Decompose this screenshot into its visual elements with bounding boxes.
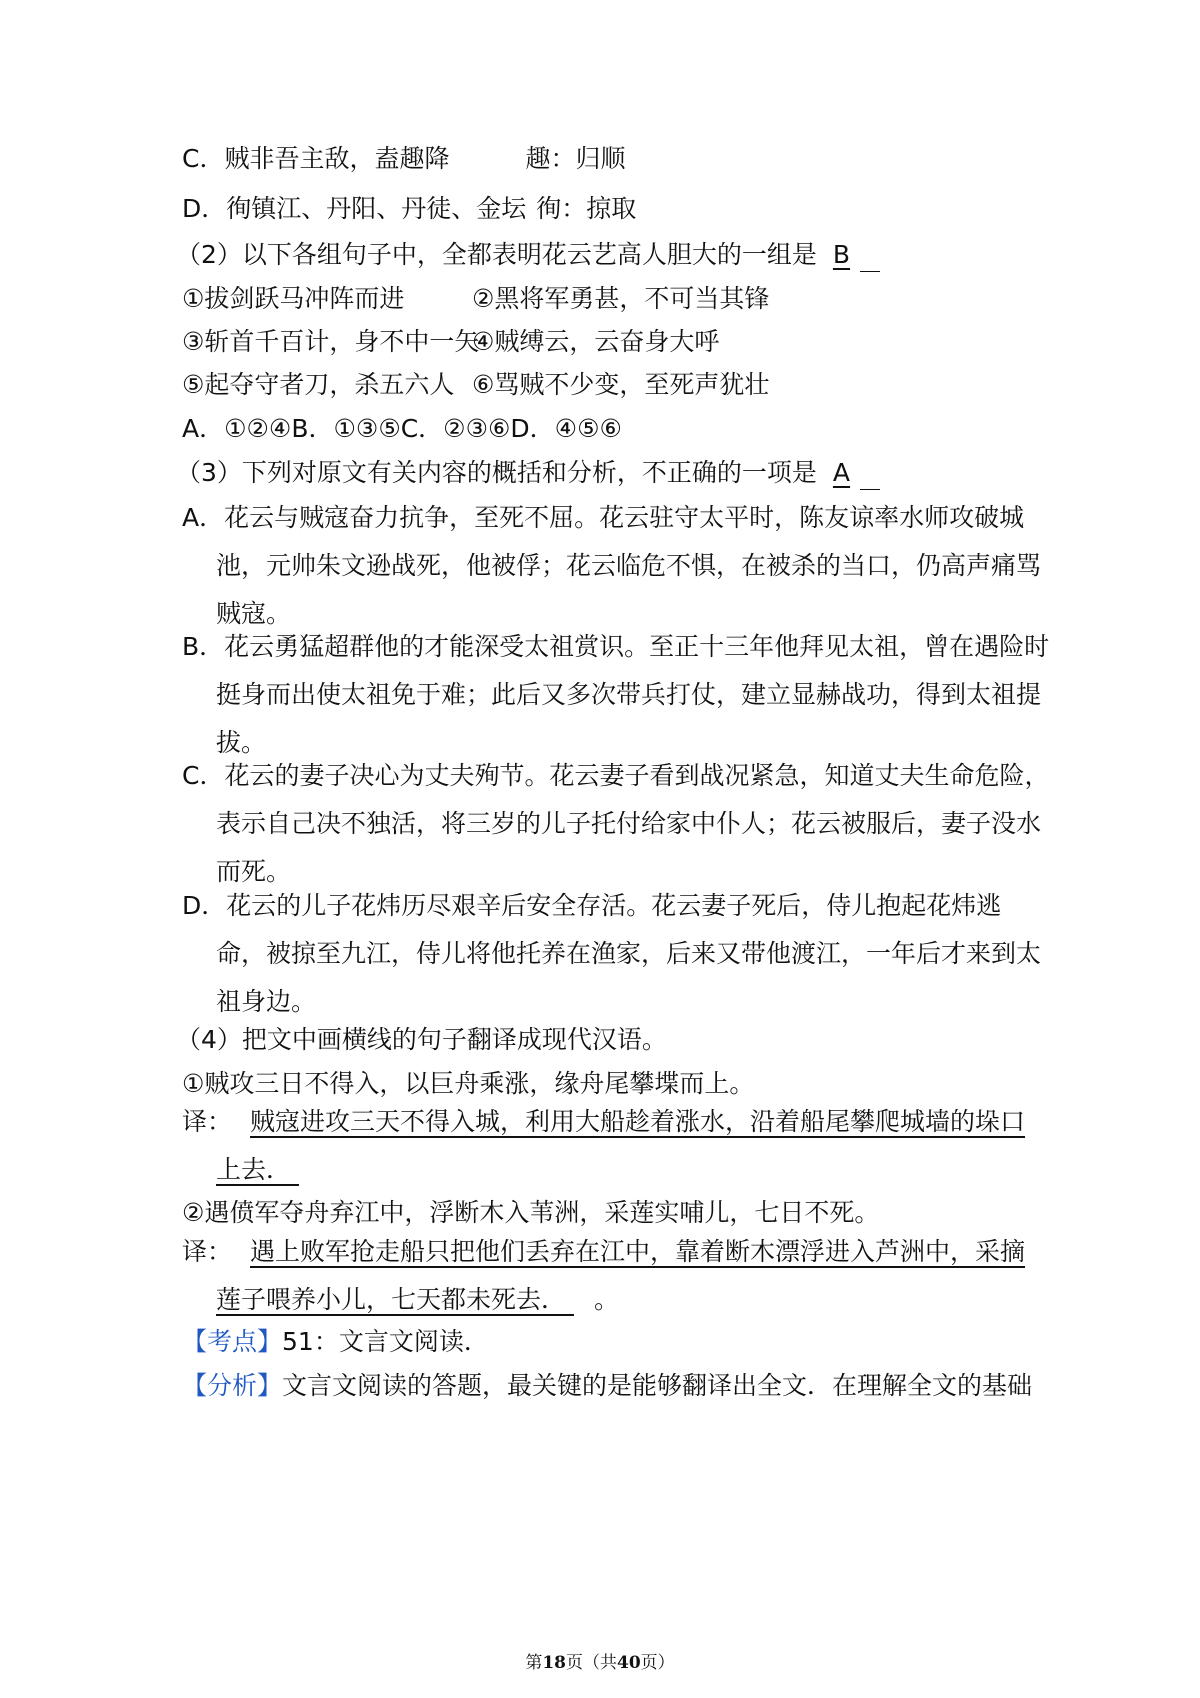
translation-line: 贼寇进攻三天不得入城，利用大船趁着涨水，沿着船尾攀爬城墙的垛口 <box>250 1107 1026 1136</box>
question-stem: （4）把文中画横线的句子翻译成现代汉语。 <box>176 1025 667 1054</box>
translation-line: 莲子喂养小儿，七天都未死去． <box>216 1285 567 1314</box>
underline-tail <box>566 1276 594 1324</box>
option-label: D． <box>182 891 227 920</box>
source-sentence: ②遇偾军夺舟弃江中，浮断木入苇洲，采莲实哺儿，七日不死。 <box>182 1198 880 1227</box>
q4-stem <box>176 1023 667 1057</box>
option-line: 祖身边。 <box>216 987 317 1016</box>
question-stem: （2）以下各组句子中，全都表明花云艺高人胆大的一组是 <box>176 240 817 269</box>
kaodian-tag: 【考点】 <box>182 1327 283 1356</box>
fenxi <box>182 1369 1032 1403</box>
q1-option-c <box>182 142 626 176</box>
translation-line: 上去． <box>216 1155 292 1184</box>
option-line: 挺身而出使太祖免于难；此后又多次带兵打仗，建立显赫战功，得到太祖提 <box>216 680 1042 709</box>
option-line: 花云的妻子决心为丈夫殉节。花云妻子看到战况紧急，知道丈夫生命危险， <box>224 761 1050 790</box>
fenxi-tag: 【分析】 <box>182 1371 283 1400</box>
q2-choices <box>182 412 622 446</box>
option-label: B． <box>182 632 225 661</box>
option-line: 拔。 <box>216 728 267 757</box>
item-text: ⑥骂贼不少变，至死声犹壮 <box>472 370 770 399</box>
footer-text: 页（共 <box>566 1653 617 1673</box>
page-footer <box>0 1648 1200 1673</box>
q3-option-b <box>182 623 1050 767</box>
footer-text: 第 <box>525 1653 543 1673</box>
q3-stem <box>176 456 880 490</box>
option-label: D． <box>182 194 227 223</box>
footer-text: 页） <box>640 1653 675 1673</box>
option-label: A． <box>182 503 225 532</box>
answer-underline <box>860 465 880 490</box>
answer-underline <box>860 247 880 272</box>
translation-line: 遇上败军抢走船只把他们丢弃在江中，靠着断木漂浮进入芦洲中，采摘 <box>250 1237 1026 1266</box>
option-label: C． <box>182 761 225 790</box>
choices-text: A．①②④B．①③⑤C．②③⑥D．④⑤⑥ <box>182 414 622 443</box>
q4-translation-2 <box>182 1228 1032 1324</box>
page-number: 18 <box>542 1653 566 1673</box>
q3-option-d <box>182 882 1042 1026</box>
option-line: 花云勇猛超群他的才能深受太祖赏识。至正十三年他拜见太祖，曾在遇险时 <box>224 632 1050 661</box>
q1-option-d <box>182 192 636 226</box>
option-line: 池，元帅朱文逊战死，他被俘；花云临危不惧，在被杀的当口，仍高声痛骂 <box>216 551 1042 580</box>
q3-option-a <box>182 494 1042 638</box>
answer-blank: B <box>832 240 851 269</box>
option-line: 命，被掠至九江，侍儿将他托养在渔家，后来又带他渡江，一年后才来到太 <box>216 939 1042 968</box>
item-text: ④贼缚云，云奋身大呼 <box>472 327 720 356</box>
item-text: ③斩首千百计，身不中一矢 <box>182 327 480 356</box>
option-text: 贼非吾主敌，盍趣降 <box>224 144 450 173</box>
option-line: 而死。 <box>216 857 292 886</box>
item-text: ⑤起夺守者刀，杀五六人 <box>182 370 455 399</box>
q4-sentence-1 <box>182 1067 754 1101</box>
fenxi-text: 文言文阅读的答题，最关键的是能够翻译出全文．在理解全文的基础 <box>282 1371 1033 1400</box>
q4-sentence-2 <box>182 1196 879 1230</box>
underline-tail <box>291 1146 319 1194</box>
item-text: ①拔剑跃马冲阵而进 <box>182 284 405 313</box>
option-gloss: 徇：掠取 <box>536 194 637 223</box>
q2-item-row-3 <box>182 368 769 402</box>
kaodian <box>182 1325 489 1359</box>
answer-blank: A <box>832 458 851 487</box>
q4-translation-1 <box>182 1098 1032 1194</box>
translation-end: 。 <box>594 1285 620 1314</box>
option-line: 花云与贼寇奋力抗争，至死不屈。花云驻守太平时，陈友谅率水师攻破城 <box>224 503 1025 532</box>
option-line: 贼寇。 <box>216 599 292 628</box>
question-stem: （3）下列对原文有关内容的概括和分析，不正确的一项是 <box>176 458 817 487</box>
q2-stem <box>176 238 880 272</box>
option-gloss: 趣：归顺 <box>525 144 626 173</box>
q2-item-row-2 <box>182 325 719 359</box>
option-line: 表示自己决不独活，将三岁的儿子托付给家中仆人；花云被服后，妻子没水 <box>216 809 1042 838</box>
q3-option-c <box>182 752 1050 896</box>
q2-item-row-1 <box>182 282 769 316</box>
source-sentence: ①贼攻三日不得入，以巨舟乘涨，缘舟尾攀堞而上。 <box>182 1069 755 1098</box>
item-text: ②黑将军勇甚，不可当其锋 <box>472 284 770 313</box>
option-line: 花云的儿子花炜历尽艰辛后安全存活。花云妻子死后，侍儿抱起花炜逃 <box>226 891 1002 920</box>
kaodian-text: 51：文言文阅读． <box>282 1327 489 1356</box>
option-label: C． <box>182 144 225 173</box>
option-text: 徇镇江、丹阳、丹徒、金坛 <box>226 194 527 223</box>
page-total: 40 <box>617 1653 641 1673</box>
translation-prefix: 译： <box>182 1237 233 1266</box>
translation-prefix: 译： <box>182 1107 233 1136</box>
